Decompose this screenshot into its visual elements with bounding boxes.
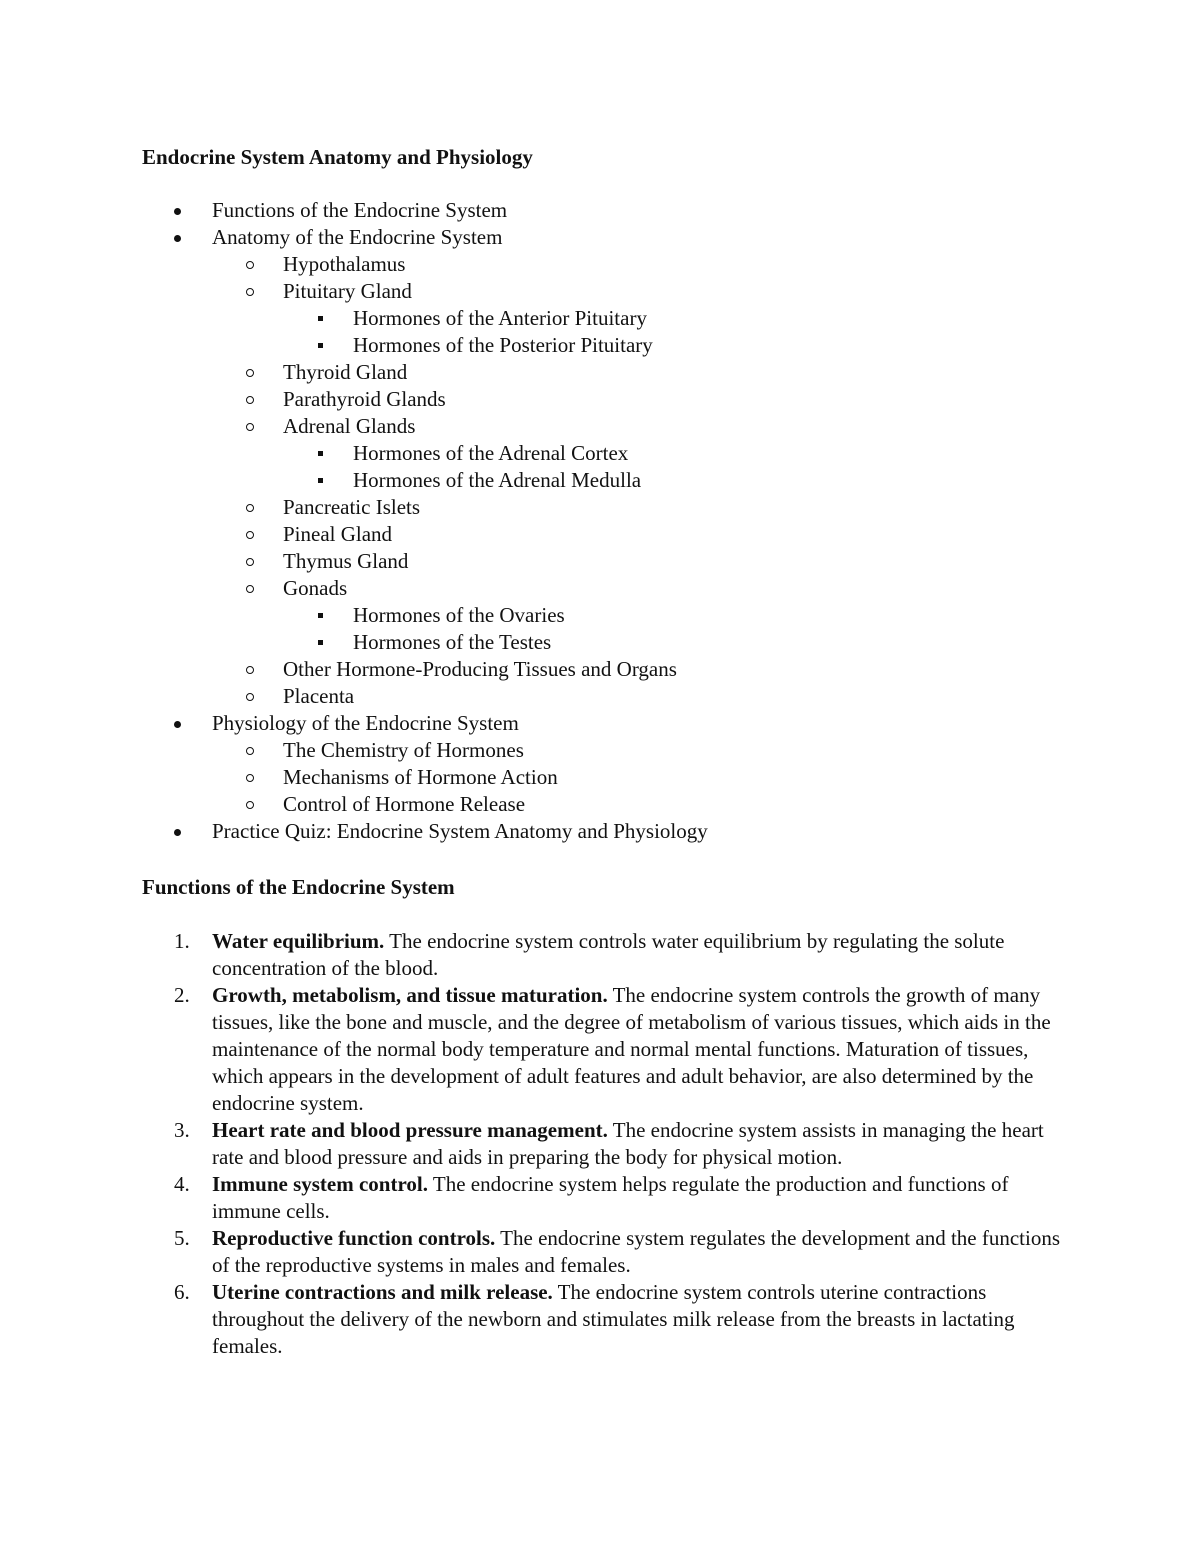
- function-text: The endocrine system controls uterine contractions throughout the delivery of the newborn and stimulates milk release from the breasts in lactating females.: [212, 1280, 1015, 1358]
- toc-item-label: Hormones of the Ovaries: [353, 603, 565, 627]
- toc-item-label: Control of Hormone Release: [283, 792, 526, 816]
- function-lead: Reproductive function controls.: [212, 1226, 496, 1250]
- toc-item-level-2: [0, 737, 1200, 764]
- toc-item-label: Placenta: [283, 684, 355, 708]
- function-lead: Heart rate and blood pressure management.: [212, 1118, 608, 1142]
- toc-item-level-3: [0, 440, 1200, 467]
- toc-item-label: Pancreatic Islets: [283, 495, 421, 519]
- toc-item-level-3: [0, 332, 1200, 359]
- toc-item-level-2: [0, 548, 1200, 575]
- toc-item-label: Hormones of the Testes: [353, 630, 552, 654]
- function-item: [0, 1117, 1200, 1171]
- function-lead: Uterine contractions and milk release.: [212, 1280, 553, 1304]
- bullet-square-icon: [318, 451, 323, 456]
- toc-item-level-2: [0, 494, 1200, 521]
- toc-item-level-3: [0, 629, 1200, 656]
- function-text: The endocrine system controls the growth of many tissues, like the bone and muscle, and the degree of metabolism of various tissues, which aids in the maintenance of the normal body temperature and normal mental functions. Maturation of tissues, which appears in the development of adult features and adult behavior, are also determined by the endocrine system.: [212, 983, 1051, 1115]
- toc-item-level-2: [0, 791, 1200, 818]
- bullet-square-icon: [318, 316, 323, 321]
- function-lead: Growth, metabolism, and tissue maturation.: [212, 983, 608, 1007]
- bullet-circle-icon: [246, 369, 254, 377]
- toc-item-label: Hypothalamus: [283, 252, 406, 276]
- table-of-contents: [0, 197, 1200, 845]
- function-item: [0, 982, 1200, 1117]
- function-body: [212, 1279, 1072, 1360]
- function-body: [212, 928, 1072, 982]
- bullet-circle-icon: [246, 531, 254, 539]
- toc-item-label: Anatomy of the Endocrine System: [212, 225, 503, 249]
- function-number: 5.: [174, 1226, 190, 1250]
- bullet-circle-icon: [246, 558, 254, 566]
- function-lead: Water equilibrium.: [212, 929, 385, 953]
- function-item: [0, 928, 1200, 982]
- function-item: [0, 1171, 1200, 1225]
- toc-item-label: The Chemistry of Hormones: [283, 738, 524, 762]
- function-number: 6.: [174, 1280, 190, 1304]
- function-number: 4.: [174, 1172, 190, 1196]
- toc-item-label: Thyroid Gland: [283, 360, 408, 384]
- toc-item-label: Adrenal Glands: [283, 414, 416, 438]
- function-item: [0, 1279, 1200, 1360]
- bullet-circle-icon: [246, 261, 254, 269]
- bullet-circle-icon: [246, 666, 254, 674]
- toc-item-label: Pineal Gland: [283, 522, 393, 546]
- toc-item-level-2: [0, 521, 1200, 548]
- function-text: The endocrine system regulates the development and the functions of the reproductive systems in males and females.: [212, 1226, 1061, 1277]
- bullet-circle-icon: [246, 288, 254, 296]
- toc-item-label: Hormones of the Anterior Pituitary: [353, 306, 647, 330]
- toc-item-label: Pituitary Gland: [283, 279, 412, 303]
- functions-heading: Functions of the Endocrine System: [142, 875, 455, 899]
- function-item: [0, 1225, 1200, 1279]
- toc-item-level-3: [0, 467, 1200, 494]
- bullet-circle-icon: [246, 801, 254, 809]
- bullet-square-icon: [318, 478, 323, 483]
- function-text: The endocrine system controls water equilibrium by regulating the solute concentration of the blood.: [212, 929, 1005, 980]
- toc-item-level-2: [0, 278, 1200, 305]
- function-body: [212, 1117, 1072, 1171]
- bullet-square-icon: [318, 640, 323, 645]
- toc-item-level-1: [0, 818, 1200, 845]
- toc-item-label: Hormones of the Adrenal Cortex: [353, 441, 629, 465]
- bullet-disc-icon: [174, 208, 181, 215]
- bullet-circle-icon: [246, 504, 254, 512]
- function-number: 3.: [174, 1118, 190, 1142]
- function-body: [212, 1171, 1072, 1225]
- toc-item-label: Thymus Gland: [283, 549, 409, 573]
- function-body: [212, 982, 1072, 1117]
- toc-item-label: Physiology of the Endocrine System: [212, 711, 519, 735]
- toc-item-level-2: [0, 251, 1200, 278]
- function-body: [212, 1225, 1072, 1279]
- page-title: Endocrine System Anatomy and Physiology: [142, 145, 533, 169]
- bullet-circle-icon: [246, 693, 254, 701]
- bullet-circle-icon: [246, 747, 254, 755]
- toc-item-level-1: [0, 710, 1200, 737]
- toc-item-label: Mechanisms of Hormone Action: [283, 765, 558, 789]
- toc-item-label: Hormones of the Adrenal Medulla: [353, 468, 642, 492]
- function-number: 1.: [174, 929, 190, 953]
- bullet-circle-icon: [246, 585, 254, 593]
- bullet-disc-icon: [174, 829, 181, 836]
- toc-item-level-1: [0, 224, 1200, 251]
- function-text: The endocrine system assists in managing the heart rate and blood pressure and aids in preparing the body for physical motion.: [212, 1118, 1044, 1169]
- bullet-square-icon: [318, 613, 323, 618]
- bullet-circle-icon: [246, 423, 254, 431]
- toc-item-label: Practice Quiz: Endocrine System Anatomy and Physiology: [212, 819, 708, 843]
- toc-item-level-2: [0, 359, 1200, 386]
- function-text: The endocrine system helps regulate the production and functions of immune cells.: [212, 1172, 1009, 1223]
- toc-item-level-2: [0, 764, 1200, 791]
- bullet-disc-icon: [174, 235, 181, 242]
- toc-item-label: Other Hormone-Producing Tissues and Organs: [283, 657, 677, 681]
- bullet-disc-icon: [174, 721, 181, 728]
- toc-item-label: Hormones of the Posterior Pituitary: [353, 333, 653, 357]
- toc-item-label: Parathyroid Glands: [283, 387, 446, 411]
- bullet-circle-icon: [246, 774, 254, 782]
- toc-item-level-1: [0, 197, 1200, 224]
- toc-item-level-2: [0, 575, 1200, 602]
- toc-item-label: Gonads: [283, 576, 348, 600]
- bullet-square-icon: [318, 343, 323, 348]
- toc-item-level-3: [0, 602, 1200, 629]
- toc-item-level-2: [0, 413, 1200, 440]
- function-lead: Immune system control.: [212, 1172, 429, 1196]
- toc-item-level-2: [0, 656, 1200, 683]
- toc-item-label: Functions of the Endocrine System: [212, 198, 508, 222]
- toc-item-level-2: [0, 683, 1200, 710]
- toc-item-level-3: [0, 305, 1200, 332]
- functions-list: [0, 928, 1200, 1360]
- toc-item-level-2: [0, 386, 1200, 413]
- function-number: 2.: [174, 983, 190, 1007]
- bullet-circle-icon: [246, 396, 254, 404]
